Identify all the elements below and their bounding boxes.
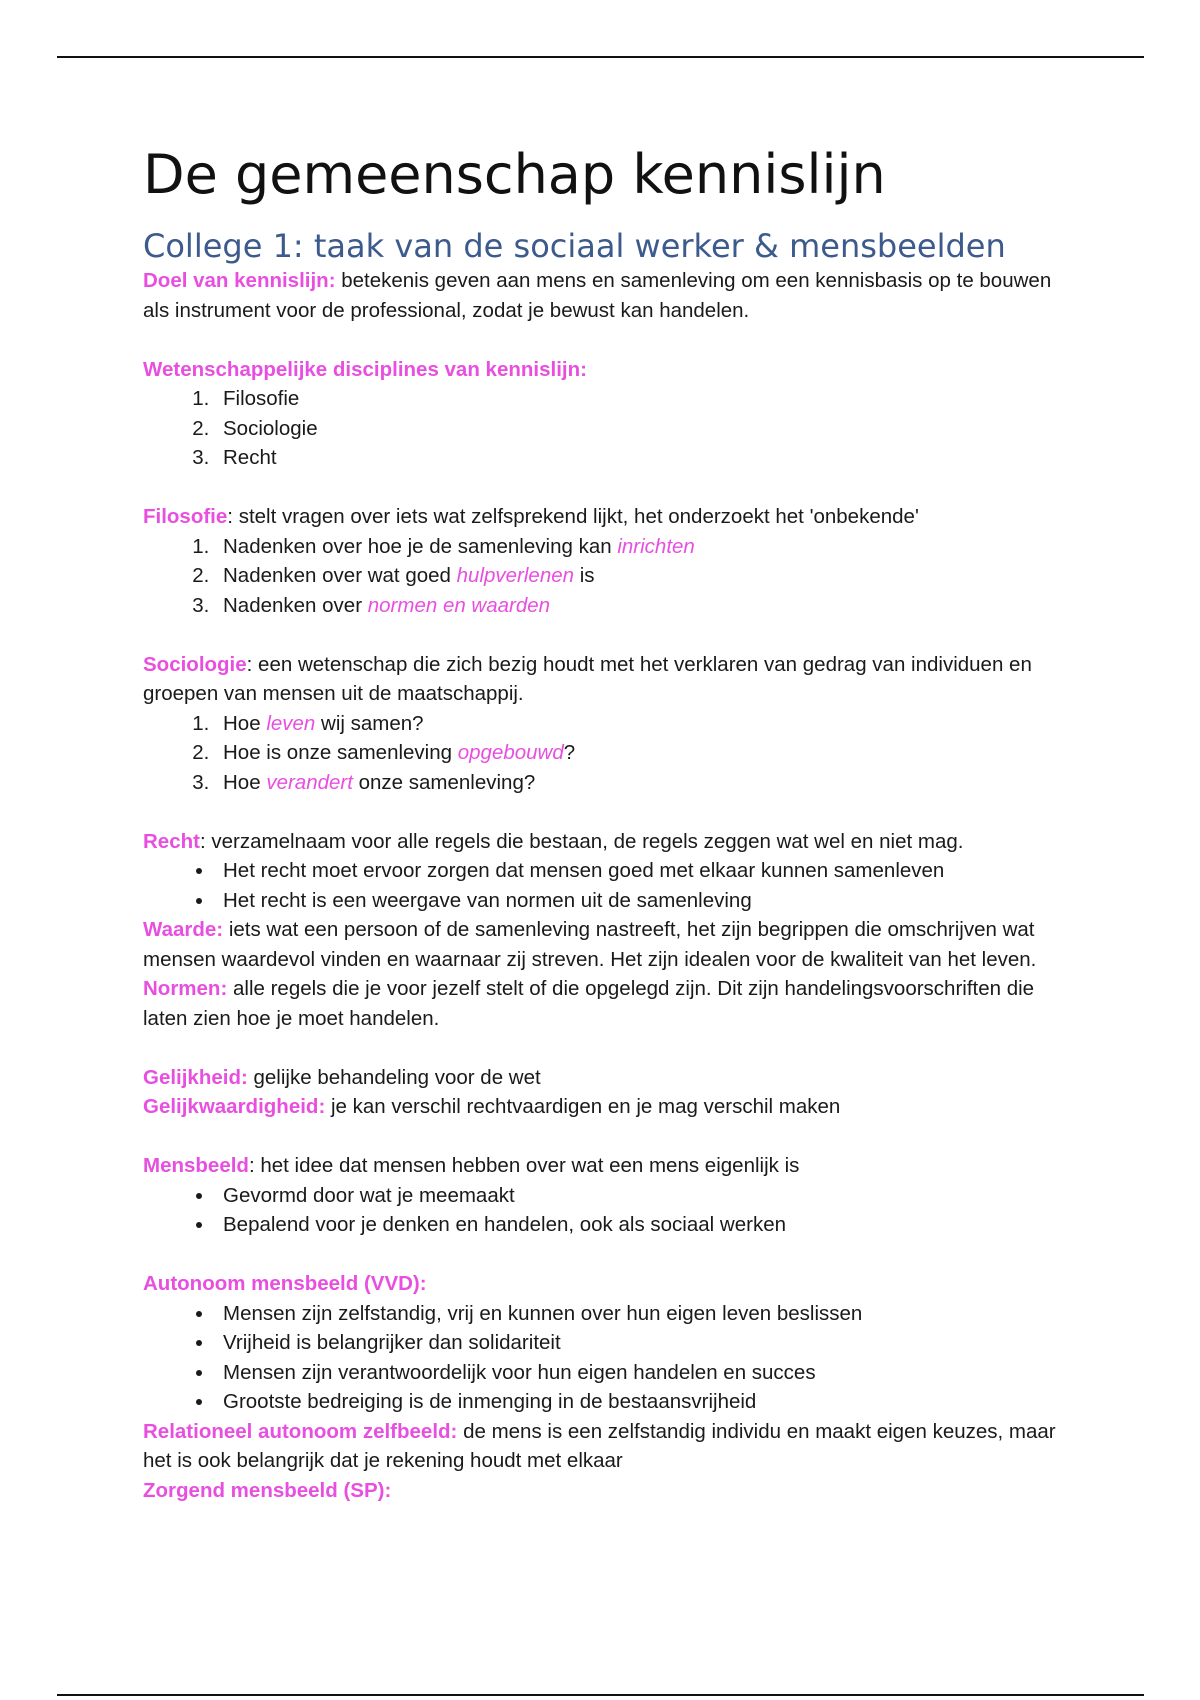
autonoom-list [143, 1299, 1083, 1417]
bottom-rule [57, 1694, 1144, 1696]
page-title: De gemeenschap kennislijn [143, 143, 886, 206]
item-emphasis: leven [266, 711, 316, 735]
list-item: • Het recht moet ervoor zorgen dat mensen goed met elkaar kunnen samenleven [215, 856, 1083, 886]
zorgend-label: Zorgend mensbeeld (SP): [143, 1478, 392, 1502]
relationeel-label: Relationeel autonoom zelfbeeld: [143, 1419, 458, 1443]
gelijkwaardigheid-label: Gelijkwaardigheid: [143, 1095, 326, 1118]
sociologie-label: Sociologie [143, 652, 247, 676]
zorgend-heading [143, 1476, 1083, 1506]
disciplines-label: Wetenschappelijke disciplines van kennislijn: [143, 357, 587, 381]
gelijkheid-paragraph [143, 1063, 1083, 1093]
list-item: • Mensen zijn verantwoordelijk voor hun eigen handelen en succes [215, 1358, 1083, 1388]
section-heading: College 1: taak van de sociaal werker & mensbeelden [143, 227, 1006, 265]
item-emphasis: inrichten [617, 534, 695, 558]
item-text: Nadenken over hoe je de samenleving kan [223, 534, 618, 558]
mensbeeld-paragraph [143, 1151, 1083, 1181]
recht-list [143, 856, 1083, 915]
item-text: Hoe [223, 770, 267, 794]
relationeel-text: de mens is een zelfstandig individu en maakt eigen keuzes, maar het is ook belangrijk dat je rekening houdt met elkaar [143, 1419, 1056, 1472]
item-text: onze samenleving? [352, 770, 536, 794]
doel-paragraph [143, 266, 1083, 325]
disciplines-list [143, 384, 1083, 473]
list-item [215, 532, 1083, 562]
document-body [143, 140, 1083, 1505]
gelijkwaardigheid-paragraph [143, 1092, 1083, 1122]
item-emphasis: hulpverlenen [456, 564, 575, 587]
filosofie-list [143, 532, 1083, 621]
filosofie-text: : stelt vragen over iets wat zelfsprekend lijkt, het onderzoekt het 'onbekende' [227, 505, 919, 528]
normen-label: Normen: [143, 977, 228, 1000]
list-item: • Gevormd door wat je meemaakt [215, 1181, 1083, 1211]
mensbeeld-label: Mensbeeld [143, 1154, 249, 1177]
list-item: • Grootste bedreiging is de inmenging in de bestaansvrijheid [215, 1387, 1083, 1417]
list-item [215, 561, 1083, 591]
list-item [215, 591, 1083, 621]
gelijkheid-label: Gelijkheid: [143, 1065, 248, 1089]
doel-label: Doel van kennislijn: [143, 269, 336, 292]
item-text: Nadenken over wat goed [223, 564, 457, 587]
waarde-paragraph [143, 915, 1083, 974]
autonoom-label: Autonoom mensbeeld (VVD): [143, 1272, 427, 1295]
autonoom-heading [143, 1269, 1083, 1299]
recht-label: Recht [143, 829, 200, 853]
recht-text: : verzamelnaam voor alle regels die bestaan, de regels zeggen wat wel en niet mag. [199, 829, 964, 853]
waarde-text: iets wat een persoon of de samenleving nastreeft, het zijn begrippen die omschrijven wat mensen waardevol vinden en waarnaar zij streven. Het zijn idealen voor de kwaliteit van het leven. [143, 918, 1037, 971]
item-text: is [574, 564, 595, 587]
waarde-label: Waarde: [143, 918, 224, 941]
item-text: Hoe is onze samenleving [223, 741, 458, 764]
sociologie-paragraph [143, 650, 1083, 709]
item-text: Hoe [223, 711, 267, 735]
gelijkheid-text: gelijke behandeling voor de wet [247, 1065, 541, 1089]
list-item: • Mensen zijn zelfstandig, vrij en kunnen over hun eigen leven beslissen [215, 1299, 1083, 1329]
gelijkwaardigheid-text: je kan verschil rechtvaardigen en je mag verschil maken [325, 1095, 841, 1118]
list-item: 3. Recht [215, 443, 1083, 473]
list-item [215, 768, 1083, 798]
item-emphasis: normen en waarden [367, 593, 551, 617]
filosofie-label: Filosofie [143, 505, 228, 528]
mensbeeld-text: : het idee dat mensen hebben over wat een mens eigenlijk is [248, 1154, 800, 1177]
item-text: Nadenken over [223, 593, 368, 617]
mensbeeld-list [143, 1181, 1083, 1240]
item-emphasis: verandert [266, 770, 353, 794]
recht-paragraph [143, 827, 1083, 857]
list-item: • Het recht is een weergave van normen uit de samenleving [215, 886, 1083, 916]
list-item: • Vrijheid is belangrijker dan solidariteit [215, 1328, 1083, 1358]
normen-text: alle regels die je voor jezelf stelt of die opgelegd zijn. Dit zijn handelingsvoorschriften die laten zien hoe je moet handelen. [143, 977, 1035, 1030]
filosofie-paragraph [143, 502, 1083, 532]
list-item: 2. Sociologie [215, 414, 1083, 444]
list-item: • Bepalend voor je denken en handelen, ook als sociaal werken [215, 1210, 1083, 1240]
sociologie-text: : een wetenschap die zich bezig houdt met het verklaren van gedrag van individuen en groepen van mensen uit de maatschappij. [143, 652, 1032, 705]
list-item [215, 738, 1083, 768]
top-rule [57, 56, 1144, 58]
sociologie-list [143, 709, 1083, 798]
relationeel-paragraph [143, 1417, 1083, 1476]
disciplines-heading [143, 355, 1083, 385]
normen-paragraph [143, 974, 1083, 1033]
doel-text: betekenis geven aan mens en samenleving om een kennisbasis op te bouwen als instrument voor de professional, zodat je bewust kan handelen. [143, 269, 1052, 322]
list-item [215, 709, 1083, 739]
item-emphasis: opgebouwd [457, 741, 564, 764]
item-text: ? [563, 741, 576, 764]
item-text: wij samen? [315, 711, 424, 735]
list-item: 1. Filosofie [215, 384, 1083, 414]
